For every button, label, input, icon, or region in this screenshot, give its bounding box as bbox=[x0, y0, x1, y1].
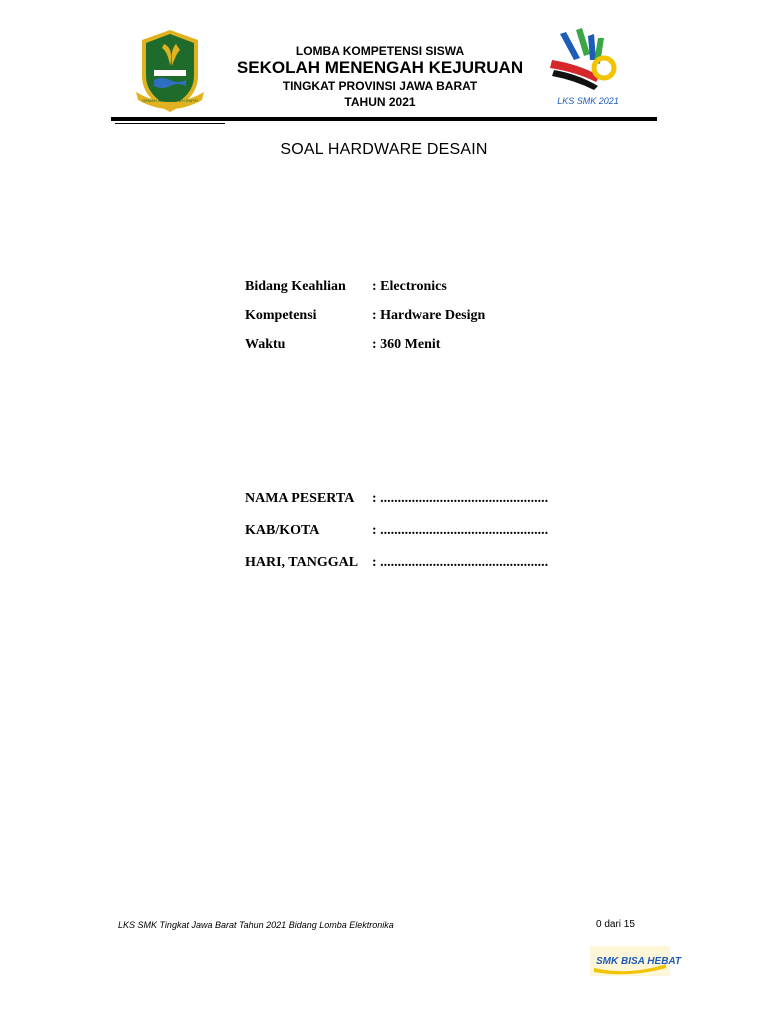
header-line-3: TINGKAT PROVINSI JAWA BARAT bbox=[282, 79, 478, 93]
header-line-2: SEKOLAH MENENGAH KEJURUAN bbox=[236, 58, 524, 77]
lks-smk-2021-logo bbox=[548, 24, 626, 110]
header-line-1: LOMBA KOMPETENSI SISWA bbox=[295, 44, 465, 58]
field-label-waktu: Waktu bbox=[245, 337, 286, 352]
field-label-hari-tanggal: HARI, TANGGAL bbox=[245, 555, 359, 570]
field-value-nama-peserta: : ................................................ bbox=[372, 491, 549, 506]
lks-logo-text: LKS SMK 2021 bbox=[557, 96, 619, 106]
field-value-waktu: : 360 Menit bbox=[372, 337, 441, 352]
page-number bbox=[596, 919, 635, 930]
west-java-emblem-logo bbox=[134, 26, 206, 116]
field-value-kab-kota: : ................................................ bbox=[372, 523, 549, 538]
page-current: 0 bbox=[596, 919, 602, 930]
document-title: SOAL HARDWARE DESAIN bbox=[280, 141, 488, 158]
smk-bisa-hebat-logo bbox=[590, 946, 681, 976]
page-total: dari 15 bbox=[604, 919, 635, 930]
smk-logo-text: SMK BISA HEBAT bbox=[596, 956, 681, 967]
emblem-motto-text: GEMAH RIPAH REPEH RAPIH bbox=[142, 98, 198, 103]
header-divider bbox=[111, 117, 657, 121]
field-value-bidang-keahlian: : Electronics bbox=[372, 279, 447, 294]
header-line-4: TAHUN 2021 bbox=[344, 95, 416, 109]
header-divider-thin bbox=[115, 123, 225, 124]
field-value-hari-tanggal: : ................................................ bbox=[372, 555, 549, 570]
field-value-kompetensi: : Hardware Design bbox=[372, 308, 486, 323]
footer-text: LKS SMK Tingkat Jawa Barat Tahun 2021 Bidang Lomba Elektronika bbox=[118, 920, 394, 930]
field-label-bidang-keahlian: Bidang Keahlian bbox=[245, 279, 346, 294]
field-label-kab-kota: KAB/KOTA bbox=[245, 523, 320, 538]
field-label-nama-peserta: NAMA PESERTA bbox=[245, 491, 355, 506]
field-label-kompetensi: Kompetensi bbox=[245, 308, 317, 323]
